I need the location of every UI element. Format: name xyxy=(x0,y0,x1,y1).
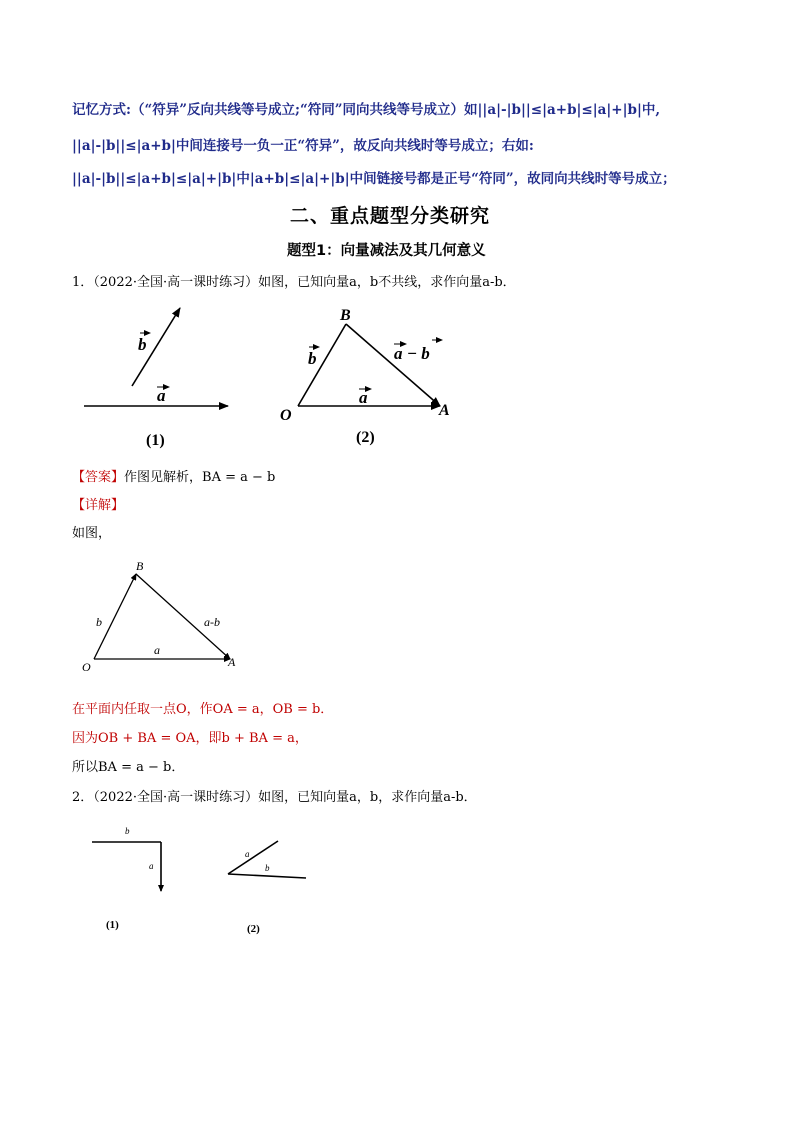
subsection-title: 题型1：向量减法及其几何意义 xyxy=(287,243,486,259)
detail-intro: 如图， xyxy=(72,526,112,541)
caption-2: (2) xyxy=(247,923,260,935)
label-b: b xyxy=(308,349,317,368)
label-a-minus-b: a − b xyxy=(394,344,430,363)
point-B: B xyxy=(340,307,351,324)
q1-detail-figure xyxy=(78,556,258,676)
label-a: a xyxy=(154,643,160,657)
detail-tag: 【详解】 xyxy=(72,498,125,513)
caption-1: (1) xyxy=(146,432,165,449)
step-1 xyxy=(72,698,333,717)
label-a: a xyxy=(245,849,250,859)
point-A: A xyxy=(228,655,236,669)
point-A: A xyxy=(439,402,450,419)
label-a: a xyxy=(157,386,166,405)
answer-tag: 【答案】 xyxy=(72,470,125,485)
caption-2: (2) xyxy=(356,429,375,446)
label-b: b xyxy=(96,615,102,629)
memory-line-3: ||a|-|b||≤|a+b|≤|a|+|b|中|a+b|≤|a|+|b|中间链接号都是正号“符同”，故同向共线时等号成立； xyxy=(72,171,676,187)
step-3: 所以BA = a − b． xyxy=(72,760,185,775)
q1-figure-1 xyxy=(80,300,240,450)
step-1-text: 在平面内任取一点O，作OA = a，OB = b． xyxy=(72,702,334,717)
label-b: b xyxy=(265,863,270,873)
label-a: a xyxy=(359,388,368,407)
point-O: O xyxy=(82,660,91,674)
label-b: b xyxy=(138,335,147,354)
q2-figure-1 xyxy=(88,815,178,935)
answer-text: 作图见解析，BA = a − b xyxy=(124,470,276,485)
memory-line-2: ||a|-|b||≤|a+b|中间连接号一负一正“符异”，故反向共线时等号成立；右如: xyxy=(72,138,534,154)
caption-1: (1) xyxy=(106,919,119,931)
question-1-text: 1．（2022·全国·高一课时练习）如图，已知向量a，b不共线，求作向量a-b． xyxy=(72,275,516,290)
step-2: 因为OB + BA = OA，即b + BA = a， xyxy=(72,731,308,746)
question-2-text: 2．（2022·全国·高一课时练习）如图，已知向量a，b，求作向量a-b． xyxy=(72,790,477,805)
answer-line xyxy=(72,466,275,485)
label-b: b xyxy=(125,826,130,836)
section-title: 二、重点题型分类研究 xyxy=(290,205,491,227)
point-B: B xyxy=(136,559,144,573)
memory-line-1: 记忆方式:（“符异”反向共线等号成立;“符同”同向共线等号成立）如||a|-|b||≤|a+b|≤|a|+|b|中, xyxy=(72,102,661,118)
side-OB xyxy=(298,324,346,406)
q2-figure-2 xyxy=(222,835,322,940)
point-O: O xyxy=(280,407,292,424)
q1-figure-2 xyxy=(276,300,466,450)
label-a-minus-b: a-b xyxy=(204,615,220,629)
label-a: a xyxy=(149,861,154,871)
